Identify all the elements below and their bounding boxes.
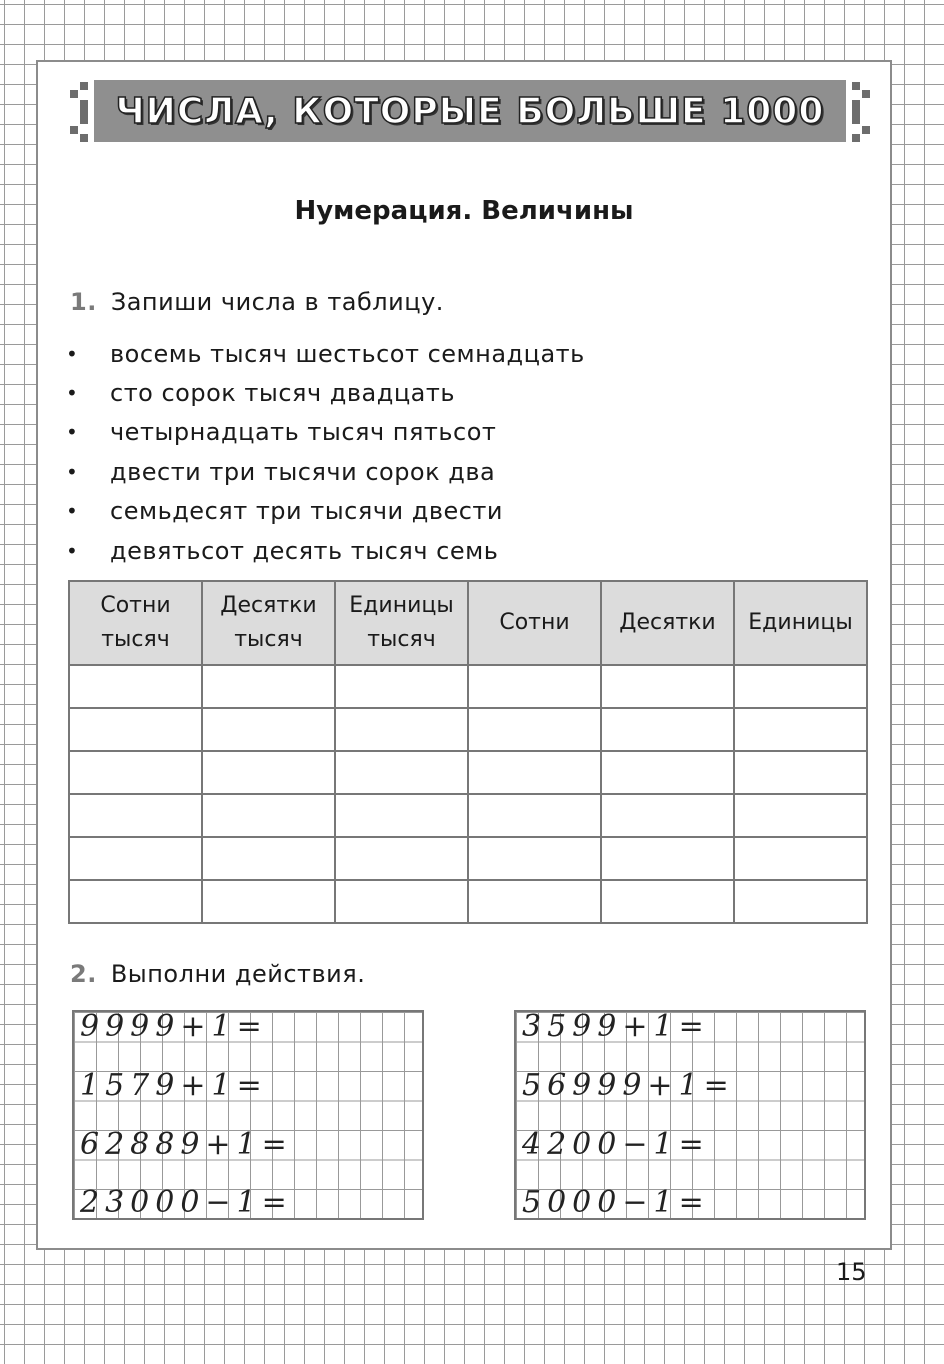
table-row: [69, 751, 867, 794]
table-header-row: [69, 581, 867, 665]
list-item-text: четырнадцать тысяч пятьсот: [110, 418, 497, 447]
banner-ornament-left: [70, 82, 90, 142]
answer-cell[interactable]: [468, 751, 601, 794]
table-row: [69, 665, 867, 708]
answer-cell[interactable]: [335, 794, 468, 837]
answer-cell[interactable]: [734, 880, 867, 923]
answer-cell[interactable]: [335, 837, 468, 880]
header-tens: Десятки: [601, 581, 734, 665]
task-1-number: 1.: [70, 288, 97, 316]
bullet: •: [66, 538, 79, 563]
answer-cell[interactable]: [202, 751, 335, 794]
exercise-grid-left: [72, 1010, 424, 1220]
answer-cell[interactable]: [69, 880, 202, 923]
answer-cell[interactable]: [69, 665, 202, 708]
task-2-number: 2.: [70, 960, 97, 988]
answer-cell[interactable]: [202, 665, 335, 708]
list-item: [66, 413, 585, 452]
answer-cell[interactable]: [335, 708, 468, 751]
page-title: ЧИСЛА, КОТОРЫЕ БОЛЬШЕ 1000: [115, 90, 825, 132]
place-value-table: [68, 580, 868, 924]
list-item: [66, 334, 585, 373]
answer-cell[interactable]: [202, 837, 335, 880]
expression: 4200−1=: [522, 1127, 710, 1162]
answer-cell[interactable]: [335, 880, 468, 923]
exercise-grid-right: [514, 1010, 866, 1220]
answer-cell[interactable]: [69, 794, 202, 837]
header-hundreds: Сотни: [468, 581, 601, 665]
expression: 56999+1=: [522, 1068, 735, 1103]
answer-cell[interactable]: [335, 665, 468, 708]
expression: 62889+1=: [80, 1127, 293, 1162]
answer-cell[interactable]: [734, 794, 867, 837]
expression: 1579+1=: [80, 1068, 268, 1103]
header-units: Единицы: [734, 581, 867, 665]
answer-cell[interactable]: [734, 708, 867, 751]
answer-cell[interactable]: [69, 708, 202, 751]
task-2-text: Выполни действия.: [110, 960, 366, 988]
answer-cell[interactable]: [468, 794, 601, 837]
task-1-text: Запиши числа в таблицу.: [110, 288, 444, 316]
bullet: •: [66, 459, 79, 484]
answer-cell[interactable]: [734, 751, 867, 794]
list-item: [66, 373, 585, 412]
number-words-list: [66, 334, 585, 570]
header-thousands: Единицы тысяч: [335, 581, 468, 665]
table-row: [69, 837, 867, 880]
expression: 9999+1=: [80, 1009, 268, 1044]
table-row: [69, 794, 867, 837]
page-number: 15: [836, 1258, 867, 1286]
answer-cell[interactable]: [601, 880, 734, 923]
answer-cell[interactable]: [202, 794, 335, 837]
title-banner: [70, 80, 870, 146]
bullet: •: [66, 420, 79, 445]
table-row: [69, 708, 867, 751]
answer-cell[interactable]: [734, 665, 867, 708]
header-ten-thousands: Десятки тысяч: [202, 581, 335, 665]
table-row: [69, 880, 867, 923]
answer-cell[interactable]: [468, 708, 601, 751]
bullet: •: [66, 341, 79, 366]
answer-cell[interactable]: [202, 708, 335, 751]
header-hundred-thousands: Сотни тысяч: [69, 581, 202, 665]
expression: 3599+1=: [522, 1009, 710, 1044]
answer-cell[interactable]: [734, 837, 867, 880]
bullet: •: [66, 499, 79, 524]
expression: 23000−1=: [80, 1185, 293, 1220]
list-item-text: сто сорок тысяч двадцать: [110, 379, 455, 408]
list-item-text: девятьсот десять тысяч семь: [110, 536, 499, 565]
answer-cell[interactable]: [335, 751, 468, 794]
answer-cell[interactable]: [69, 837, 202, 880]
list-item: [66, 452, 585, 491]
banner-ornament-right: [850, 82, 870, 142]
answer-cell[interactable]: [601, 751, 734, 794]
task-1-heading: [70, 288, 444, 316]
answer-cell[interactable]: [468, 837, 601, 880]
answer-cell[interactable]: [601, 708, 734, 751]
list-item-text: двести три тысячи сорок два: [110, 457, 496, 486]
banner-bar: [94, 80, 846, 142]
list-item: [66, 531, 585, 570]
section-title: Нумерация. Величины: [294, 196, 634, 226]
bullet: •: [66, 381, 79, 406]
task-2-heading: [70, 960, 365, 988]
list-item-text: восемь тысяч шестьсот семнадцать: [110, 339, 585, 368]
answer-cell[interactable]: [468, 880, 601, 923]
answer-cell[interactable]: [202, 880, 335, 923]
expression: 5000−1=: [522, 1185, 710, 1220]
answer-cell[interactable]: [601, 837, 734, 880]
list-item: [66, 492, 585, 531]
answer-cell[interactable]: [468, 665, 601, 708]
list-item-text: семьдесят три тысячи двести: [110, 497, 503, 526]
answer-cell[interactable]: [69, 751, 202, 794]
answer-cell[interactable]: [601, 665, 734, 708]
answer-cell[interactable]: [601, 794, 734, 837]
